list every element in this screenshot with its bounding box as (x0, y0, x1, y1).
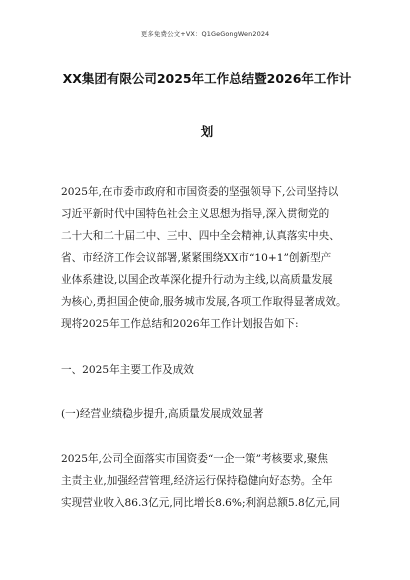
intro-line-6: 为核心,勇担国企使命,服务城市发展,各项工作取得显著成效。 (61, 296, 347, 308)
document-title-line-2: 划 (200, 124, 214, 139)
para2-line-3: 实现营业收入86.3亿元,同比增长8.6%;利润总额5.8亿元,同 (61, 497, 340, 509)
intro-line-5: 业体系建设,以国企改革深化提升行动为主线,以高质量发展 (61, 274, 333, 286)
intro-line-2: 习近平新时代中国特色社会主义思想为指导,深入贯彻党的 (61, 208, 330, 220)
intro-line-1: 2025年,在市委市政府和市国资委的坚强领导下,公司坚持以 (61, 186, 339, 198)
intro-line-3: 二十大和二十届二中、三中、四中全会精神,认真落实中央、 (61, 230, 340, 242)
header-note: 更多免费公文+VX：Q1GeGongWen2024 (140, 30, 270, 38)
para2-line-2: 主责主业,加强经营管理,经济运行保持稳健向好态势。全年 (61, 475, 333, 487)
subsection-heading-1: (一)经营业绩稳步提升,高质量发展成效显著 (61, 408, 264, 420)
section-heading-1: 一、2025年主要工作及成效 (61, 364, 194, 376)
document-title-line-1: XX集团有限公司2025年工作总结暨2026年工作计 (62, 71, 352, 86)
para2-line-1: 2025年,公司全面落实市国资委“一企一策”考核要求,聚焦 (61, 453, 328, 465)
intro-line-7: 现将2025年工作总结和2026年工作计划报告如下: (61, 318, 299, 330)
intro-line-4: 省、市经济工作会议部署,紧紧围绕XX市“10+1”创新型产 (61, 252, 332, 264)
